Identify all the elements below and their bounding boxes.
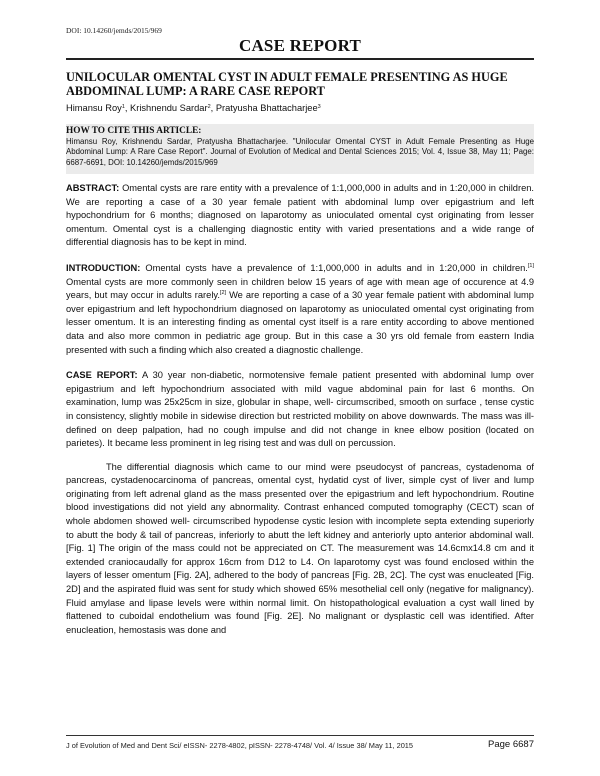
- doi-header: DOI: 10.14260/jemds/2015/969: [66, 26, 162, 35]
- introduction-paragraph: [66, 262, 534, 357]
- section-title: CASE REPORT: [238, 36, 362, 55]
- article-title: UNILOCULAR OMENTAL CYST IN ADULT FEMALE PRESENTING AS HUGE ABDOMINAL LUMP: A RARE CASE REPORT: [66, 70, 508, 98]
- footer-divider: [66, 735, 534, 736]
- author-name: Krishnendu Sardar: [130, 103, 208, 113]
- introduction-text: Omental cysts have a prevalence of 1:1,000,000 in adults and in 1:20,000 in children.: [140, 262, 528, 273]
- footer-journal-info: J of Evolution of Med and Dent Sci/ eISSN- 2278-4802, pISSN- 2278-4748/ Vol. 4/ Issue 38/ May 11, 2015: [66, 741, 414, 750]
- introduction-text: Omental cysts are more commonly seen in children below 15 years of age with mean age of occurence at 4.9 years, but may occur in adults rarely.: [66, 276, 534, 301]
- author-list: Himansu Roy$^1$, Krishnendu Sardar$^2$, Pratyusha Bhattacharjee$^3$: [66, 103, 321, 113]
- author-affiliation: 1: [121, 104, 125, 110]
- page-number: Page 6687: [488, 739, 534, 750]
- author-affiliation: 3: [317, 104, 321, 110]
- reference-marker[interactable]: [1]: [527, 262, 534, 269]
- abstract-text: Omental cysts are rare entity with a prevalence of 1:1,000,000 in adults and in 1:20,000 in children. We are reporting a case of a 30 year female patient with abdominal lump over epigastrium and left hypochondrium for 6 months; diagnosed on laparotomy as unioculated omental cyst originating from lesser omentum. Omental cyst is a challenging diagnostic entity with varied presentations and a wide range of differential diagnosis has to be kept in mind.: [66, 183, 534, 248]
- citation-text: Himansu Roy, Krishnendu Sardar, Pratyusha Bhattacharjee. "Unilocular Omental CYST in Adult Female Presenting as Huge Abdominal Lump: A Rare Case Report". Journal of Evolution of Medical and Dental Sciences 2015; Vol. 4, Issue 38, May 11; Page: 6687-6691, DOI: 10.14260/jemds/2015/969: [66, 137, 534, 167]
- introduction-label: INTRODUCTION:: [66, 262, 141, 273]
- citation-box: [66, 124, 534, 174]
- case-report-text: A 30 year non-diabetic, normotensive female patient presented with abdominal lump over epigastrium and left hypochondrium associated with mild vague abdominal pain for last 6 months. On examination, lump was 25x25cm in size, globular in shape, well- circumscribed, smooth on surface , tense cystic in consistency, slightly mobile in sidewise direction but restricted mobility on above downwards. The mass was ill-defined on deep palpation, had no cough impulse and did not change in knee elbow position (located on parietes). It became less prominent in leg rising test and was dull on percussion.: [66, 370, 535, 449]
- case-report-paragraph: The differential diagnosis which came to our mind were pseudocyst of pancreas, cystadenoma of pancreas, cystadenocarcinoma of pancreas, omental cyst, hydatid cyst of liver, simple cyst of liver and lump originating from left adrenal gland as the mass presented over the epigastrium and left hypochondrium. Routine blood investigations did not yield any abnormality. Contrast enhanced computed tomography (CECT) scan of whole abdomen showed well- circumscribed hypodense cystic lesion with incomplete septa extending superiorly to abutt the body & tail of pancreas, inferiorly to abutt the left kidney and anteriorly upto anterior abdominal wall. [Fig. 1] The origin of the mass could not be appreciated on CT. The measurement was 14.6cmx14.8 cm and it extended craniocaudally for approx 16cm from D12 to L4. On laparotomy cyst was found enclosed within the layers of lesser omentum [Fig. 2A], adhered to the body of pancreas [Fig. 2B, 2C]. The cyst was enucleated [Fig. 2D] and the aspirated fluid was sent for study which showed 65% mesothelial cell only (negative for malignancy). Fluid amylase and lipase levels were within normal limit. On histopathological evaluation a cyst wall lined by flattened to cuboidal endothelium was found [Fig. 2E]. No malignant or dysplastic cell was identified. After enucleation, hemostasis was done and: [66, 461, 534, 635]
- abstract-paragraph: [66, 182, 534, 250]
- case-report-label: CASE REPORT:: [66, 370, 138, 381]
- article-body: [66, 182, 534, 637]
- title-divider: [66, 58, 534, 60]
- author-affiliation: 2: [207, 104, 211, 110]
- author-name: Himansu Roy: [66, 103, 122, 113]
- introduction-text: We are reporting a case of a 30 year female patient with abdominal lump over epigastrium and left hypochondrium diagnosed on laparotomy as unioculated omental cyst originating from lesser omentum. It is an interesting finding as omental cyst itself is a rare entity according to above mentioned data and also more common in pediatric age group. But in this case a 30 yrs old female from eastern India presented with such a finding which also created a diagnostic challenge.: [66, 290, 534, 355]
- case-report-paragraph: [66, 369, 534, 451]
- citation-heading: HOW TO CITE THIS ARTICLE:: [66, 126, 202, 136]
- abstract-label: ABSTRACT:: [66, 183, 120, 193]
- author-name: Pratyusha Bhattacharjee: [215, 103, 318, 113]
- reference-marker[interactable]: [2]: [219, 290, 227, 297]
